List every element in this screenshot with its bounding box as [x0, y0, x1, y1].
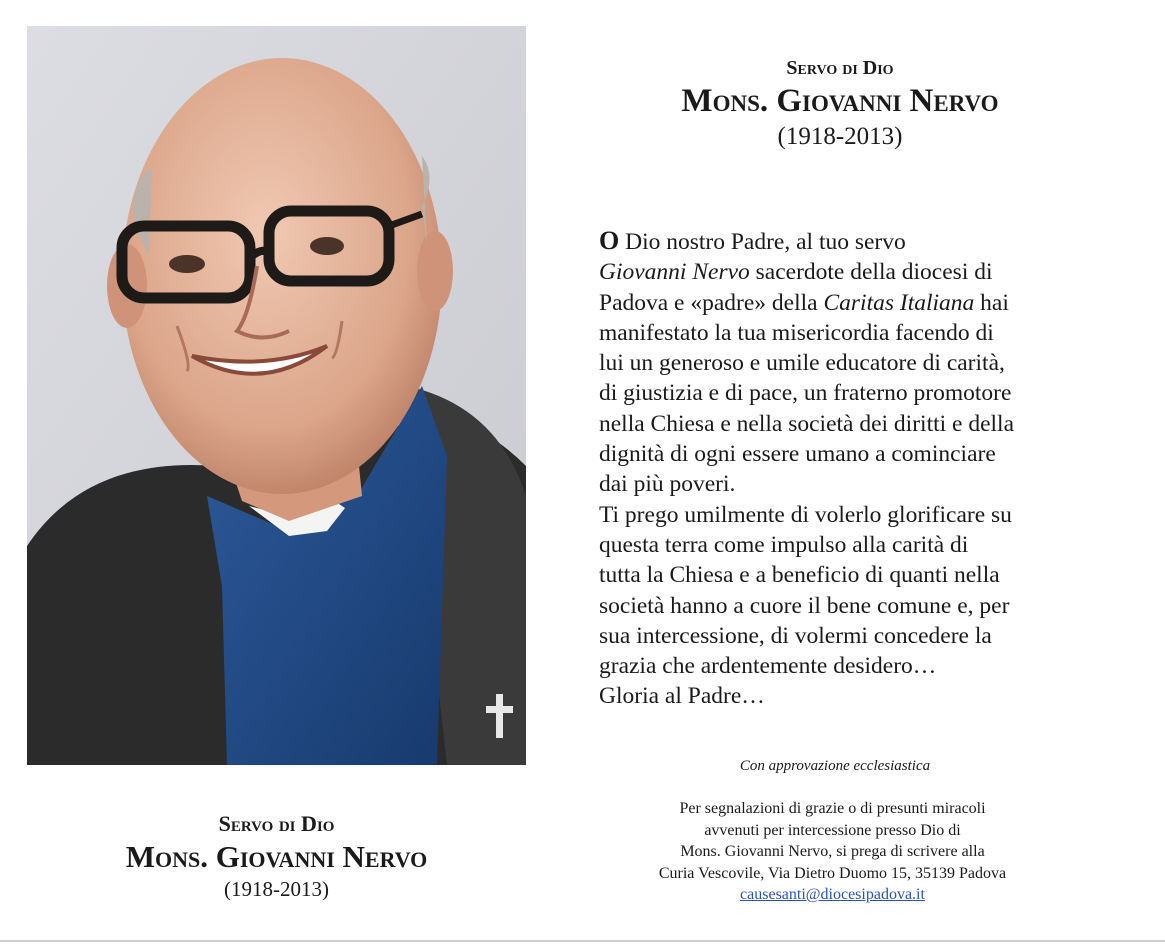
email-link[interactable]: causesanti@diocesipadova.it: [740, 886, 925, 903]
header-years: (1918-2013): [777, 123, 903, 150]
header-servo-label: Servo di Dio: [786, 57, 894, 79]
prayer-line: questa terra come impulso alla carità di: [599, 531, 969, 558]
prayer-line: grazia che ardentemente desidero…: [599, 653, 937, 680]
info-line: avvenuti per intercessione presso Dio di: [704, 821, 961, 839]
prayer-line: Gloria al Padre…: [599, 683, 765, 710]
header-right: [570, 55, 1110, 153]
prayer-line: nella Chiesa e nella società dei diritti e della: [599, 410, 1015, 437]
info-line: Mons. Giovanni Nervo, si prega di scrivere alla: [680, 843, 985, 860]
prayer-text: [599, 226, 1099, 712]
prayer-initial: O: [599, 226, 620, 255]
info-line: Curia Vescovile, Via Dietro Duomo 15, 35139 Padova: [658, 864, 1007, 882]
prayer-caritas-italic: Caritas Italiana: [823, 289, 975, 316]
prayer-line: Padova e «padre» della Caritas Italiana hai: [599, 289, 1009, 316]
caption-left: [27, 810, 526, 902]
contact-info: [560, 798, 1105, 906]
prayer-line: tutta la Chiesa e a beneficio di quanti nella: [599, 562, 1000, 589]
approval-note: Con approvazione ecclesiastica: [739, 758, 931, 774]
portrait-photo: [27, 26, 526, 765]
prayer-line: dai più poveri.: [599, 471, 736, 498]
prayer-line: di giustizia e di pace, un fraterno promotore: [599, 380, 1012, 407]
prayer-line: Ti prego umilmente di volerlo glorificare su: [599, 501, 1012, 528]
prayer-line: società hanno a cuore il bene comune e, per: [599, 592, 1010, 619]
prayer-line: sua intercessione, di volermi concedere la: [599, 622, 992, 649]
prayer-line: Giovanni Nervo sacerdote della diocesi di: [599, 259, 993, 286]
caption-servo-label: Servo di Dio: [218, 811, 335, 836]
prayer-line: O Dio nostro Padre, al tuo servo: [599, 226, 906, 255]
prayer-line: lui un generoso e umile educatore di carità,: [599, 350, 1005, 377]
info-line: Per segnalazioni di grazie o di presunti miracoli: [679, 800, 986, 817]
prayer-name-italic: Giovanni Nervo: [599, 259, 750, 286]
prayer-line: manifestato la tua misericordia facendo di: [599, 319, 994, 346]
caption-name: Mons. Giovanni Nervo: [125, 839, 428, 874]
header-name: Mons. Giovanni Nervo: [681, 83, 999, 119]
prayer-line: dignità di ogni essere umano a cominciare: [599, 441, 996, 468]
divider: [0, 940, 1165, 942]
caption-years: (1918-2013): [224, 877, 329, 901]
